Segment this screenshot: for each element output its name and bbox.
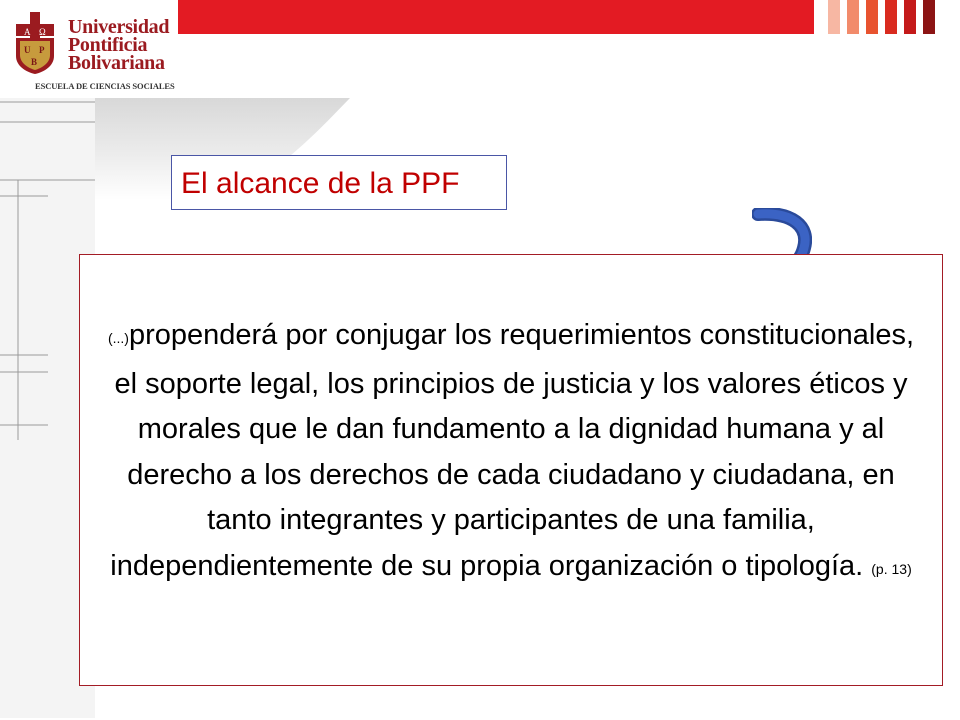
stripe [866,0,878,34]
quote-ellipsis: (...) [107,330,129,346]
stripe [828,0,840,34]
stripe [904,0,916,34]
crest-letter: U [24,45,31,55]
page-reference: (p. 13) [871,560,912,577]
school-name: ESCUELA DE CIENCIAS SOCIALES [35,81,175,91]
university-name-line: Bolivariana [68,52,165,74]
stripe [885,0,897,34]
crest-letter: B [31,57,38,67]
stripe [923,0,935,34]
slide-title: El alcance de la PPF [171,155,507,210]
university-name [68,18,169,72]
stripe [847,0,859,34]
crest-letter: P [39,45,45,55]
university-logo [10,10,180,92]
quote-text [94,313,928,593]
university-name-line: Universidad [68,16,170,38]
crest-letter: Ω [39,27,46,37]
crest-letter: A [24,27,31,37]
header-stripes [828,0,935,34]
quote-body: propenderá por conjugar los requerimientos constitucionales, el soporte legal, los principios de justicia y los valores éticos y morales que le dan fundamento a la dignidad humana y al derecho a los derechos de cada ciudadano y ciudadana, en tanto integrantes y participantes de una familia, independientemente de su propia organización o tipología. [110,319,915,582]
header-accent-bar [178,0,814,34]
university-name-line: Pontificia [68,34,148,56]
university-crest-icon [10,12,60,74]
